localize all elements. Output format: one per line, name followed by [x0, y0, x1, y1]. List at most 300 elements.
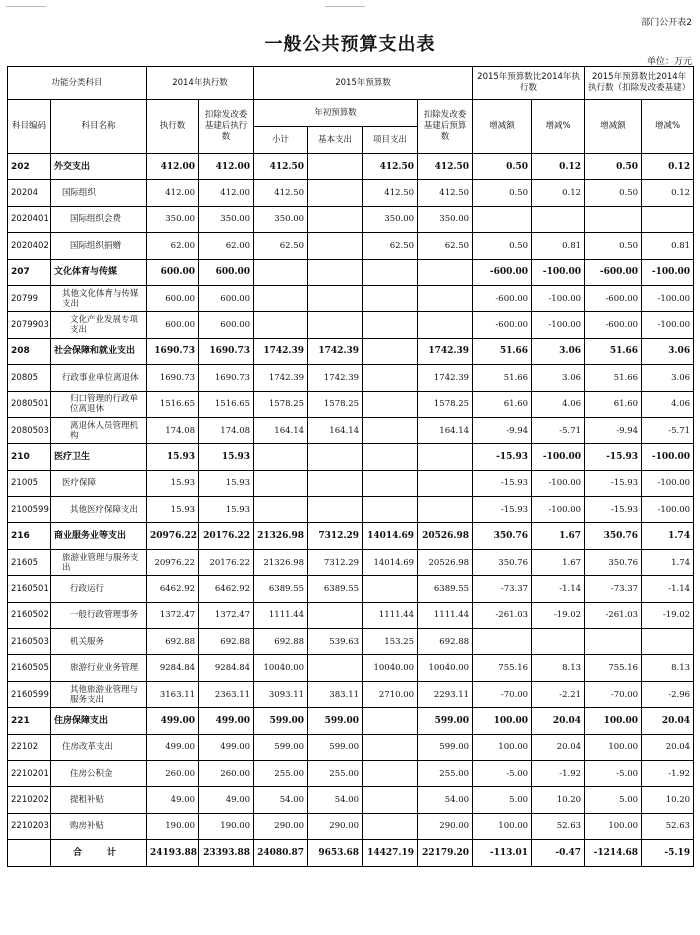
row-value-c5	[363, 708, 418, 734]
row-value-c8: -100.00	[532, 285, 585, 311]
row-value-c9: 0.50	[585, 233, 642, 259]
row-code: 208	[8, 338, 51, 364]
row-value-c9: 100.00	[585, 734, 642, 760]
row-value-c10: 1.74	[642, 549, 694, 575]
row-value-c7: -5.00	[473, 760, 532, 786]
row-value-c4	[308, 233, 363, 259]
row-value-c5	[363, 312, 418, 338]
row-value-c5: 412.50	[363, 180, 418, 206]
row-value-c9: -261.03	[585, 602, 642, 628]
row-value-c2: 174.08	[199, 417, 254, 443]
row-value-c7: -70.00	[473, 681, 532, 707]
row-value-c2: 600.00	[199, 312, 254, 338]
row-value-c1: 3163.11	[147, 681, 199, 707]
row-value-c7: -600.00	[473, 312, 532, 338]
row-code: 2160599	[8, 681, 51, 707]
header-exec: 执行数	[147, 100, 199, 154]
row-value-c8: 20.04	[532, 708, 585, 734]
row-value-c2: 15.93	[199, 444, 254, 470]
row-value-c4: 6389.55	[308, 576, 363, 602]
row-value-c2: 2363.11	[199, 681, 254, 707]
row-value-c5: 14014.69	[363, 549, 418, 575]
row-value-c6: 1742.39	[418, 338, 473, 364]
form-number: 部门公开表2	[641, 18, 692, 28]
row-value-c8: 1.67	[532, 549, 585, 575]
row-value-c5: 1111.44	[363, 602, 418, 628]
table-row	[8, 602, 694, 628]
row-value-c10: -100.00	[642, 312, 694, 338]
row-value-c3: 1111.44	[254, 602, 308, 628]
header-subtotal: 小计	[254, 127, 308, 154]
row-value-c4	[308, 655, 363, 681]
header-compare-excl: 2015年预算数比2014年执行数（扣除发改委基建）	[585, 67, 694, 100]
table-body	[8, 154, 694, 867]
row-value-c6: 692.88	[418, 629, 473, 655]
row-value-c1: 15.93	[147, 497, 199, 523]
row-value-c7: 51.66	[473, 338, 532, 364]
row-name: 其他文化体育与传媒支出	[51, 285, 147, 311]
row-value-c8: 3.06	[532, 338, 585, 364]
top-mark	[6, 6, 46, 7]
row-value-c10	[642, 206, 694, 232]
row-code: 20799	[8, 285, 51, 311]
row-value-c10: 4.06	[642, 391, 694, 417]
row-value-c10: -1.92	[642, 760, 694, 786]
row-value-c2: 1690.73	[199, 365, 254, 391]
table-row	[8, 470, 694, 496]
row-value-c8: 1.67	[532, 523, 585, 549]
row-value-c3: 599.00	[254, 734, 308, 760]
row-name: 机关服务	[51, 629, 147, 655]
row-value-c9: 0.50	[585, 154, 642, 180]
table-row	[8, 365, 694, 391]
row-value-c6: 290.00	[418, 813, 473, 839]
row-code: 2020401	[8, 206, 51, 232]
row-value-c10: -100.00	[642, 285, 694, 311]
row-value-c3	[254, 285, 308, 311]
row-value-c1: 1516.65	[147, 391, 199, 417]
row-value-c2: 692.88	[199, 629, 254, 655]
row-value-c6: 412.50	[418, 154, 473, 180]
row-name: 归口管理的行政单位离退休	[51, 391, 147, 417]
row-value-c10: 1.74	[642, 523, 694, 549]
row-code: 20805	[8, 365, 51, 391]
row-value-c5	[363, 259, 418, 285]
header-exec-2014: 2014年执行数	[147, 67, 254, 100]
row-value-c1: 499.00	[147, 708, 199, 734]
row-code: 2210203	[8, 813, 51, 839]
row-value-c5	[363, 391, 418, 417]
row-value-c1: 9284.84	[147, 655, 199, 681]
row-value-c10: -100.00	[642, 259, 694, 285]
total-value-c1: 24193.88	[147, 840, 199, 866]
row-value-c8: 0.12	[532, 154, 585, 180]
row-name: 文化产业发展专项支出	[51, 312, 147, 338]
row-value-c6: 2293.11	[418, 681, 473, 707]
row-code: 2080501	[8, 391, 51, 417]
table-row	[8, 760, 694, 786]
row-value-c7	[473, 206, 532, 232]
row-name: 其他医疗保障支出	[51, 497, 147, 523]
row-value-c4: 7312.29	[308, 549, 363, 575]
row-value-c4: 7312.29	[308, 523, 363, 549]
row-code: 2079903	[8, 312, 51, 338]
row-value-c7: 100.00	[473, 708, 532, 734]
total-value-c4: 9653.68	[308, 840, 363, 866]
row-value-c6: 599.00	[418, 734, 473, 760]
table-row	[8, 206, 694, 232]
row-value-c7: 100.00	[473, 734, 532, 760]
row-value-c3	[254, 444, 308, 470]
table-row	[8, 154, 694, 180]
unit-label: 单位：万元	[646, 57, 692, 67]
row-value-c3: 6389.55	[254, 576, 308, 602]
row-code: 20204	[8, 180, 51, 206]
row-value-c9: -73.37	[585, 576, 642, 602]
row-value-c6: 6389.55	[418, 576, 473, 602]
row-value-c8: -19.02	[532, 602, 585, 628]
row-value-c3: 350.00	[254, 206, 308, 232]
row-code: 21605	[8, 549, 51, 575]
row-value-c1: 6462.92	[147, 576, 199, 602]
row-name: 提租补贴	[51, 787, 147, 813]
row-value-c8: 4.06	[532, 391, 585, 417]
table-row	[8, 259, 694, 285]
row-value-c9: -5.00	[585, 760, 642, 786]
row-value-c6	[418, 444, 473, 470]
row-value-c4	[308, 180, 363, 206]
row-value-c9: 100.00	[585, 708, 642, 734]
table-row	[8, 180, 694, 206]
row-code: 21005	[8, 470, 51, 496]
row-name: 外交支出	[51, 154, 147, 180]
top-mark	[325, 6, 365, 7]
row-value-c3: 692.88	[254, 629, 308, 655]
row-value-c1: 20976.22	[147, 549, 199, 575]
row-value-c5	[363, 470, 418, 496]
row-value-c4	[308, 444, 363, 470]
row-value-c9: 51.66	[585, 365, 642, 391]
row-value-c9: 51.66	[585, 338, 642, 364]
row-value-c7	[473, 629, 532, 655]
table-row	[8, 813, 694, 839]
row-value-c9: 350.76	[585, 523, 642, 549]
table-row	[8, 523, 694, 549]
row-value-c10: -100.00	[642, 470, 694, 496]
row-code: 2160502	[8, 602, 51, 628]
row-name: 行政事业单位离退休	[51, 365, 147, 391]
row-name: 旅游行业业务管理	[51, 655, 147, 681]
header-name: 科目名称	[51, 100, 147, 154]
row-name: 医疗卫生	[51, 444, 147, 470]
row-value-c10: 0.81	[642, 233, 694, 259]
row-value-c6: 54.00	[418, 787, 473, 813]
row-code: 2160503	[8, 629, 51, 655]
table-row	[8, 417, 694, 443]
budget-table	[7, 66, 694, 867]
row-value-c6: 164.14	[418, 417, 473, 443]
row-value-c2: 190.00	[199, 813, 254, 839]
row-name: 其他旅游业管理与服务支出	[51, 681, 147, 707]
row-value-c6: 255.00	[418, 760, 473, 786]
row-value-c1: 49.00	[147, 787, 199, 813]
row-value-c5	[363, 576, 418, 602]
row-value-c9: -600.00	[585, 259, 642, 285]
row-value-c2: 20176.22	[199, 549, 254, 575]
row-value-c3: 3093.11	[254, 681, 308, 707]
row-value-c6	[418, 470, 473, 496]
total-value-c5: 14427.19	[363, 840, 418, 866]
row-value-c10: 20.04	[642, 708, 694, 734]
row-name: 住房改革支出	[51, 734, 147, 760]
row-value-c6: 20526.98	[418, 549, 473, 575]
row-value-c3: 1742.39	[254, 338, 308, 364]
header-inc-pct2: 增减%	[642, 100, 694, 154]
row-value-c9: 350.76	[585, 549, 642, 575]
header-compare: 2015年预算数比2014年执行数	[473, 67, 585, 100]
row-value-c3: 255.00	[254, 760, 308, 786]
row-value-c1: 600.00	[147, 285, 199, 311]
row-value-c7: 100.00	[473, 813, 532, 839]
row-code: 207	[8, 259, 51, 285]
row-code: 2160505	[8, 655, 51, 681]
row-value-c4: 1742.39	[308, 338, 363, 364]
total-code	[8, 840, 51, 866]
header-initial-budget: 年初预算数	[254, 100, 418, 127]
row-value-c10: -19.02	[642, 602, 694, 628]
row-value-c10: 8.13	[642, 655, 694, 681]
row-code: 202	[8, 154, 51, 180]
row-value-c7: 5.00	[473, 787, 532, 813]
table-row	[8, 285, 694, 311]
row-value-c10: 52.63	[642, 813, 694, 839]
row-value-c1: 600.00	[147, 259, 199, 285]
row-code: 2100599	[8, 497, 51, 523]
row-value-c5	[363, 338, 418, 364]
total-value-c7: -113.01	[473, 840, 532, 866]
row-value-c4	[308, 285, 363, 311]
row-value-c10	[642, 629, 694, 655]
row-value-c8: 20.04	[532, 734, 585, 760]
row-value-c1: 62.00	[147, 233, 199, 259]
row-name: 社会保障和就业支出	[51, 338, 147, 364]
row-value-c8: 10.20	[532, 787, 585, 813]
row-value-c6	[418, 259, 473, 285]
row-value-c1: 1372.47	[147, 602, 199, 628]
row-value-c10: -100.00	[642, 497, 694, 523]
row-value-c1: 692.88	[147, 629, 199, 655]
row-value-c7: 350.76	[473, 523, 532, 549]
row-value-c3: 290.00	[254, 813, 308, 839]
row-value-c2: 1372.47	[199, 602, 254, 628]
row-value-c2: 20176.22	[199, 523, 254, 549]
row-name: 医疗保障	[51, 470, 147, 496]
row-value-c4	[308, 497, 363, 523]
row-value-c4: 1578.25	[308, 391, 363, 417]
row-value-c2: 600.00	[199, 285, 254, 311]
row-value-c6: 1742.39	[418, 365, 473, 391]
row-value-c6: 1578.25	[418, 391, 473, 417]
row-value-c8: -1.14	[532, 576, 585, 602]
total-value-c10: -5.19	[642, 840, 694, 866]
row-value-c2: 600.00	[199, 259, 254, 285]
row-value-c1: 600.00	[147, 312, 199, 338]
row-value-c10: 0.12	[642, 180, 694, 206]
row-value-c1: 412.00	[147, 154, 199, 180]
row-value-c6: 599.00	[418, 708, 473, 734]
row-value-c8: -1.92	[532, 760, 585, 786]
row-value-c8: 0.12	[532, 180, 585, 206]
total-row	[8, 840, 694, 866]
row-value-c7: -600.00	[473, 285, 532, 311]
row-value-c9: -15.93	[585, 497, 642, 523]
row-value-c9	[585, 629, 642, 655]
row-value-c3: 1742.39	[254, 365, 308, 391]
row-value-c5	[363, 734, 418, 760]
row-value-c7: 350.76	[473, 549, 532, 575]
row-value-c4: 599.00	[308, 734, 363, 760]
total-value-c2: 23393.88	[199, 840, 254, 866]
row-value-c1: 260.00	[147, 760, 199, 786]
row-value-c3: 62.50	[254, 233, 308, 259]
row-name: 购房补贴	[51, 813, 147, 839]
row-value-c1: 20976.22	[147, 523, 199, 549]
row-value-c3: 21326.98	[254, 523, 308, 549]
row-value-c8: 8.13	[532, 655, 585, 681]
row-value-c1: 174.08	[147, 417, 199, 443]
table-row	[8, 391, 694, 417]
row-value-c1: 1690.73	[147, 365, 199, 391]
row-value-c8: -100.00	[532, 444, 585, 470]
row-value-c8	[532, 629, 585, 655]
row-code: 2210201	[8, 760, 51, 786]
row-name: 住房保障支出	[51, 708, 147, 734]
row-value-c7: 0.50	[473, 233, 532, 259]
row-value-c7: -600.00	[473, 259, 532, 285]
row-value-c8	[532, 206, 585, 232]
row-value-c2: 1690.73	[199, 338, 254, 364]
row-value-c4: 54.00	[308, 787, 363, 813]
row-value-c5: 412.50	[363, 154, 418, 180]
row-value-c2: 15.93	[199, 497, 254, 523]
row-value-c1: 499.00	[147, 734, 199, 760]
row-code: 2210202	[8, 787, 51, 813]
row-value-c4: 255.00	[308, 760, 363, 786]
row-value-c5	[363, 417, 418, 443]
table-row	[8, 708, 694, 734]
row-value-c5	[363, 787, 418, 813]
row-code: 221	[8, 708, 51, 734]
header-basic: 基本支出	[308, 127, 363, 154]
row-value-c4: 383.11	[308, 681, 363, 707]
total-label: 合 计	[51, 840, 147, 866]
table-row	[8, 787, 694, 813]
row-value-c1: 1690.73	[147, 338, 199, 364]
row-value-c4: 539.63	[308, 629, 363, 655]
table-row	[8, 734, 694, 760]
row-value-c7: -9.94	[473, 417, 532, 443]
row-value-c2: 260.00	[199, 760, 254, 786]
row-value-c9: -9.94	[585, 417, 642, 443]
row-value-c7: -261.03	[473, 602, 532, 628]
row-value-c5: 62.50	[363, 233, 418, 259]
row-value-c7: 755.16	[473, 655, 532, 681]
row-value-c2: 62.00	[199, 233, 254, 259]
row-value-c9: -600.00	[585, 285, 642, 311]
row-value-c7: -73.37	[473, 576, 532, 602]
row-code: 2020402	[8, 233, 51, 259]
row-value-c5	[363, 813, 418, 839]
row-value-c1: 350.00	[147, 206, 199, 232]
row-value-c5: 10040.00	[363, 655, 418, 681]
header-budget-2015: 2015年预算数	[254, 67, 473, 100]
total-value-c8: -0.47	[532, 840, 585, 866]
table-row	[8, 444, 694, 470]
row-value-c4: 1742.39	[308, 365, 363, 391]
row-name: 离退休人员管理机构	[51, 417, 147, 443]
row-value-c3	[254, 259, 308, 285]
row-value-c9: -15.93	[585, 470, 642, 496]
row-name: 旅游业管理与服务支出	[51, 549, 147, 575]
row-value-c9: 0.50	[585, 180, 642, 206]
row-value-c4: 290.00	[308, 813, 363, 839]
table-row	[8, 655, 694, 681]
row-value-c1: 190.00	[147, 813, 199, 839]
row-value-c3	[254, 497, 308, 523]
row-value-c5	[363, 365, 418, 391]
header-func-category: 功能分类科目	[8, 67, 147, 100]
row-value-c2: 9284.84	[199, 655, 254, 681]
row-value-c4	[308, 259, 363, 285]
row-value-c6	[418, 285, 473, 311]
header-project: 项目支出	[363, 127, 418, 154]
row-value-c7: 0.50	[473, 154, 532, 180]
row-value-c6: 412.50	[418, 180, 473, 206]
row-value-c6: 62.50	[418, 233, 473, 259]
row-value-c2: 6462.92	[199, 576, 254, 602]
page-title: 一般公共预算支出表	[264, 34, 436, 55]
row-value-c1: 412.00	[147, 180, 199, 206]
row-name: 住房公积金	[51, 760, 147, 786]
row-name: 国际组织会费	[51, 206, 147, 232]
row-value-c4: 599.00	[308, 708, 363, 734]
row-value-c9: -70.00	[585, 681, 642, 707]
total-value-c3: 24080.87	[254, 840, 308, 866]
row-value-c5	[363, 497, 418, 523]
row-value-c4	[308, 154, 363, 180]
row-value-c5	[363, 760, 418, 786]
row-value-c5: 350.00	[363, 206, 418, 232]
table-row	[8, 549, 694, 575]
row-value-c3: 412.50	[254, 180, 308, 206]
row-value-c9: -600.00	[585, 312, 642, 338]
row-value-c9: 61.60	[585, 391, 642, 417]
row-value-c7: -15.93	[473, 470, 532, 496]
row-value-c6: 10040.00	[418, 655, 473, 681]
row-value-c2: 499.00	[199, 734, 254, 760]
row-value-c8: -5.71	[532, 417, 585, 443]
row-value-c3: 164.14	[254, 417, 308, 443]
row-code: 2160501	[8, 576, 51, 602]
row-value-c8: -2.21	[532, 681, 585, 707]
table-row	[8, 681, 694, 707]
row-value-c9: 5.00	[585, 787, 642, 813]
row-value-c10: 10.20	[642, 787, 694, 813]
row-value-c4	[308, 470, 363, 496]
row-value-c9: 755.16	[585, 655, 642, 681]
table-row	[8, 576, 694, 602]
row-code: 210	[8, 444, 51, 470]
